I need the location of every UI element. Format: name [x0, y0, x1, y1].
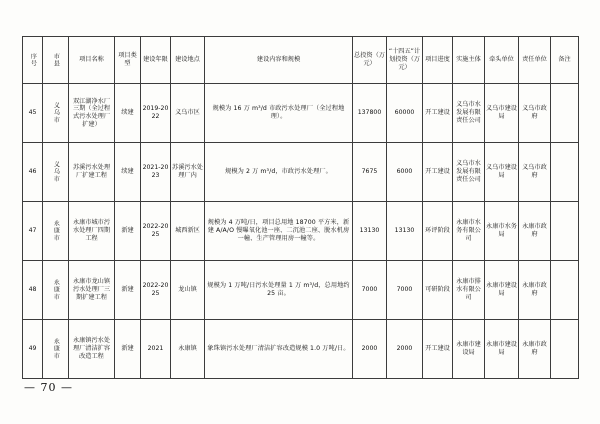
cell-project-type: 新建	[115, 261, 141, 320]
table-row	[23, 202, 579, 261]
cell-note	[551, 320, 579, 379]
header-implementer: 实施主体	[453, 37, 485, 84]
project-table	[22, 36, 579, 379]
cell-implementer: 永康市水务有限公司	[453, 202, 485, 261]
cell-implementer: 永康市建设局	[453, 320, 485, 379]
cell-responsible-unit: 永康市政府	[519, 261, 551, 320]
table-row	[23, 261, 579, 320]
cell-lead-unit: 永康市建设局	[485, 320, 519, 379]
cell-progress: 开工建设	[423, 84, 453, 143]
cell-project-name: 永康市龙山镇污水处理厂三期扩建工程	[69, 261, 115, 320]
cell-progress: 可研阶段	[423, 261, 453, 320]
header-lead-unit: 牵头单位	[485, 37, 519, 84]
table-row	[23, 320, 579, 379]
cell-project-type: 新建	[115, 202, 141, 261]
table-header-row	[23, 37, 579, 84]
header-responsible-unit: 责任单位	[519, 37, 551, 84]
cell-place: 义乌市区	[171, 84, 205, 143]
header-city: 市县	[43, 37, 69, 84]
cell-seq: 47	[23, 202, 43, 261]
project-table-container	[22, 36, 578, 379]
cell-total: 7675	[353, 143, 387, 202]
cell-content: 规模为 16 万 m³/d 市政污水处理厂（全过程地理）。	[205, 84, 353, 143]
cell-city: 义乌市	[43, 84, 69, 143]
cell-five-year: 6000	[387, 143, 423, 202]
cell-project-name: 永康市城市污水处理厂四期工程	[69, 202, 115, 261]
header-note: 备注	[551, 37, 579, 84]
cell-seq: 45	[23, 84, 43, 143]
cell-project-type: 新建	[115, 320, 141, 379]
cell-content: 规模为 4 万吨/日，项目总用地 18700 平方米，新建 A/A/O 慢曝氧化池一座、二沉池二座、脱水机房一幢、生产管理用房一幢等。	[205, 202, 353, 261]
cell-years: 2019-2022	[141, 84, 171, 143]
cell-city: 义乌市	[43, 143, 69, 202]
cell-place: 永康镇	[171, 320, 205, 379]
cell-years: 2022-2025	[141, 261, 171, 320]
header-progress: 项目进度	[423, 37, 453, 84]
cell-lead-unit: 义乌市建设局	[485, 84, 519, 143]
cell-lead-unit: 永康市建设局	[485, 261, 519, 320]
cell-years: 2022-2025	[141, 202, 171, 261]
cell-city: 永康市	[43, 261, 69, 320]
cell-progress: 开工建设	[423, 320, 453, 379]
cell-total: 7000	[353, 261, 387, 320]
cell-note	[551, 143, 579, 202]
cell-lead-unit: 义乌市建设局	[485, 143, 519, 202]
cell-total: 2000	[353, 320, 387, 379]
cell-five-year: 2000	[387, 320, 423, 379]
cell-responsible-unit: 永康市政府	[519, 202, 551, 261]
header-project-type: 项目类型	[115, 37, 141, 84]
cell-project-name: 永康镇污水处理厂清洁扩容改造工程	[69, 320, 115, 379]
cell-place: 苏溪污水处理厂内	[171, 143, 205, 202]
cell-five-year: 13130	[387, 202, 423, 261]
cell-seq: 49	[23, 320, 43, 379]
cell-responsible-unit: 义乌市政府	[519, 143, 551, 202]
cell-note	[551, 84, 579, 143]
cell-note	[551, 202, 579, 261]
header-project-name: 项目名称	[69, 37, 115, 84]
cell-lead-unit: 永康市水务局	[485, 202, 519, 261]
cell-place: 城西新区	[171, 202, 205, 261]
page-number: — 70 —	[24, 381, 73, 394]
cell-five-year: 7000	[387, 261, 423, 320]
cell-content: 象珠镇污水处理厂清洁扩容改造规模 1.0 万吨/日。	[205, 320, 353, 379]
header-five-year-investment: “十四五”计划投资（万元）	[387, 37, 423, 84]
cell-progress: 环评阶段	[423, 202, 453, 261]
cell-five-year: 60000	[387, 84, 423, 143]
cell-project-type: 续建	[115, 84, 141, 143]
cell-content: 规模为 1 万吨/日污水处理量 1 万 m³/d，总用地约 25 亩。	[205, 261, 353, 320]
cell-seq: 48	[23, 261, 43, 320]
cell-implementer: 义乌市水发展有限责任公司	[453, 143, 485, 202]
cell-place: 龙山镇	[171, 261, 205, 320]
cell-project-name: 苏溪污水处理厂扩建工程	[69, 143, 115, 202]
cell-city: 永康市	[43, 320, 69, 379]
cell-implementer: 永康市排水有限公司	[453, 261, 485, 320]
cell-note	[551, 261, 579, 320]
cell-implementer: 义乌市水发展有限责任公司	[453, 84, 485, 143]
cell-progress: 开工建设	[423, 143, 453, 202]
header-years: 建设年限	[141, 37, 171, 84]
cell-city: 永康市	[43, 202, 69, 261]
cell-total: 13130	[353, 202, 387, 261]
cell-responsible-unit: 义乌市政府	[519, 84, 551, 143]
cell-project-name: 双江湖净水厂三期（全过程式污水处理厂扩建）	[69, 84, 115, 143]
table-row	[23, 84, 579, 143]
cell-years: 2021-2023	[141, 143, 171, 202]
cell-years: 2021	[141, 320, 171, 379]
header-content: 建设内容和规模	[205, 37, 353, 84]
header-seq: 序号	[23, 37, 43, 84]
cell-seq: 46	[23, 143, 43, 202]
header-total-investment: 总投资（万元）	[353, 37, 387, 84]
cell-total: 137800	[353, 84, 387, 143]
table-row	[23, 143, 579, 202]
header-place: 建设地点	[171, 37, 205, 84]
cell-content: 规模为 2 万 m³/d，市政污水处理厂。	[205, 143, 353, 202]
cell-project-type: 续建	[115, 143, 141, 202]
cell-responsible-unit: 永康市政府	[519, 320, 551, 379]
